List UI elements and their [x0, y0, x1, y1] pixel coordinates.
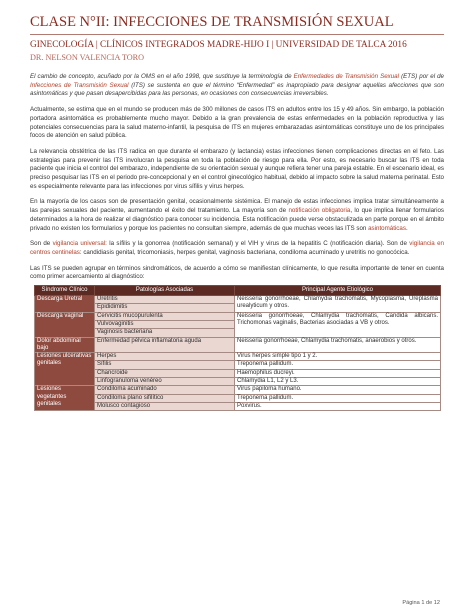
- agent-cell: Virus papiloma humano.: [235, 386, 441, 394]
- table-row: [35, 361, 441, 369]
- pathology-cell: Cervicitis mucopurulenta: [95, 312, 235, 320]
- intro-text-3: (ITS) se sustenta en que el término “Enfermedad” es inapropiado para designar aquellas afecciones que son asintomáticas y que pasan desapercibidas para las personas, en ocasiones con consecuencias irreversibles.: [30, 81, 444, 98]
- paragraph-presentation: [30, 198, 444, 233]
- header-pathologies: Patologías Asociadas: [95, 286, 235, 296]
- page-number: Página 1 de 12: [402, 600, 440, 606]
- document-title: CLASE N°II: INFECCIONES DE TRANSMISIÓN SEXUAL: [30, 14, 394, 30]
- table-row: [35, 402, 441, 410]
- title-divider: [30, 34, 444, 35]
- intro-highlight-ets: Enfermedades de Transmisión Sexual: [293, 73, 400, 80]
- paragraph-obstetric-relevance: La relevancia obstétrica de las ITS radica en que durante el embarazo (y lactancia) estas infecciones tienen complicaciones directas en el feto. Las estrategias para prevenir las ITS involucran la pesquisa en toda la población de riesgo para ella. Por esto, es necesario buscar las ITS en toda paciente que inicia el control del embarazo, independiente de su orientación sexual y aunque refiera tener una pareja estable. En el escenario ideal, es preciso pesquisar las ITS en el periodo pre-concepcional y en el control ginecológico habitual, debido al impacto sobre la salud materna perinatal. Esto es especialmente relevante para las infecciones por virus sífilis y virus herpes.: [30, 147, 444, 190]
- agent-cell: [235, 296, 441, 313]
- agent-cell: Haemophilus ducreyi.: [235, 369, 441, 377]
- author-name: DR. NELSON VALENCIA TORO: [30, 53, 145, 62]
- agent-line: trachomatis, Mycoplasma, Ureplasma urealyticum y otros.: [237, 296, 438, 310]
- agent-cell: [235, 312, 441, 337]
- pathology-cell: Linfogranuloma venéreo: [95, 378, 235, 386]
- pathology-cell: Vulvovaginitis: [95, 320, 235, 328]
- presentation-text-2: , lo que implica llenar formularios determinados a la hora de realizar el diagnóstico para conocer su incidencia. Esta notificación puede verse obstaculizada en parte porque en el ámbito privado no existen los formularios y porque los pacientes no consultan siempre, además de que muchas veces las ITS son: [30, 207, 444, 232]
- agent-line: Neisseria gonorrhoeae, Chlamydia: [237, 312, 340, 319]
- pathology-cell: Chancroide: [95, 369, 235, 377]
- pathology-cell: Condiloma acuminado: [95, 386, 235, 394]
- table-row: [35, 353, 441, 361]
- syndrome-cell: Lesiones ulcerativas genitales: [35, 353, 95, 386]
- pathology-cell: Condiloma plano sifilítico: [95, 394, 235, 402]
- table-header-row: [35, 286, 441, 296]
- agent-line: Trichomonas vaginalis, Bacterias asociadas a VB y otros.: [237, 319, 390, 326]
- syndrome-cell: Lesiones vegetantes genitales: [35, 386, 95, 411]
- highlight-asymptomatic: asintomáticas: [368, 224, 406, 232]
- surveillance-text-3: : candidiasis genital, tricomoniasis, herpes genital, vaginosis bacteriana, condiloma acuminado y uretritis no gonocócica.: [79, 248, 410, 256]
- paragraph-syndromic-intro: Las ITS se pueden agrupar en términos sindromáticos, de acuerdo a cómo se manifiestan clínicamente, lo que resulta importante de tener en cuenta como primer acercamiento al diagnóstico:: [30, 264, 444, 281]
- paragraph-epidemiology: Actualmente, se estima que en el mundo se producen más de 300 millones de casos ITS en adultos entre los 15 y 49 años. Sin embargo, la población portadora asintomática es probablemente mucho mayor. Debido a la gran prevalencia de estas enfermedades en la población reproductiva y las potenciales consecuencias para la salud materno-infantil, la pesquisa de ITS en mujeres embarazadas asintomáticas constituye uno de los principales focos de atención en salud pública.: [30, 106, 444, 140]
- intro-paragraph: [30, 73, 444, 99]
- agent-cell: Treponema pallidum.: [235, 394, 441, 402]
- agent-cell: Poxvirus.: [235, 402, 441, 410]
- syndromes-table: [34, 285, 441, 411]
- table-row: [35, 312, 441, 320]
- pathology-cell: Epididimitis: [95, 304, 235, 312]
- highlight-mandatory-notification: notificación obligatoria: [288, 207, 351, 215]
- table-row: [35, 386, 441, 394]
- pathology-cell: Enfermedad pélvica inflamatoria aguda: [95, 337, 235, 353]
- table-row: [35, 394, 441, 402]
- intro-text-1: El cambio de concepto, acuñado por la OMS en el año 1998, que sustituye la terminología de: [30, 73, 294, 80]
- surveillance-text-1: Son de: [30, 240, 53, 248]
- agent-cell: Treponema pallidum.: [235, 361, 441, 369]
- agent-line: Neisseria gonorrhoeae, Chlamydia: [237, 296, 333, 303]
- presentation-text-1: En la mayoría de los casos son de presentación genital, ocasionalmente sistémica. El manejo de estas infecciones implica tratar simultáneamente a las parejas sexuales del paciente, aumentando el éxito del tratamiento. La mayoría son de: [30, 198, 444, 215]
- table-row: [35, 378, 441, 386]
- pathology-cell: Molusco contagioso: [95, 402, 235, 410]
- table-row: [35, 296, 441, 304]
- pathology-cell: Sífilis: [95, 361, 235, 369]
- table-row: [35, 369, 441, 377]
- highlight-sentinel-surveillance: vigilancia en centros centinelas: [30, 240, 444, 256]
- intro-text-2: (ETS) por el de: [399, 73, 445, 80]
- syndrome-cell: Descarga Uretral: [35, 296, 95, 313]
- header-agent: Principal Agente Etiológico: [235, 286, 441, 296]
- syndrome-cell: Dolor abdominal bajo: [35, 337, 95, 353]
- surveillance-text-2: : la sífilis y la gonorrea (notificación semanal) y el VIH y virus de la hepatitis C (notificación diaria). Son de: [105, 240, 410, 248]
- agent-cell: Chlamydia L1, L2 y L3.: [235, 378, 441, 386]
- syndrome-cell: Descarga vaginal: [35, 312, 95, 337]
- pathology-cell: Uretritis: [95, 296, 235, 304]
- agent-line: trachomatis, Candida albicans.: [346, 312, 438, 319]
- intro-highlight-its: Infecciones de Transmisión Sexual: [30, 81, 129, 89]
- highlight-universal-surveillance: vigilancia universal: [52, 240, 106, 248]
- agent-cell: Virus herpes simple tipo 1 y 2.: [235, 353, 441, 361]
- table-row: [35, 337, 441, 353]
- pathology-cell: Herpes: [95, 353, 235, 361]
- course-subtitle: GINECOLOGÍA | CLÍNICOS INTEGRADOS MADRE-HIJO I | UNIVERSIDAD DE TALCA 2016: [30, 40, 407, 50]
- header-syndrome: Síndrome Clínico: [35, 286, 95, 296]
- pathology-cell: Vaginosis bacteriana: [95, 329, 235, 337]
- presentation-text-3: .: [405, 224, 408, 232]
- agent-cell: Neisseria gonorrhoeae, Chlamydia trachomatis, anaerobios y otros.: [235, 337, 441, 353]
- paragraph-surveillance: [30, 240, 444, 257]
